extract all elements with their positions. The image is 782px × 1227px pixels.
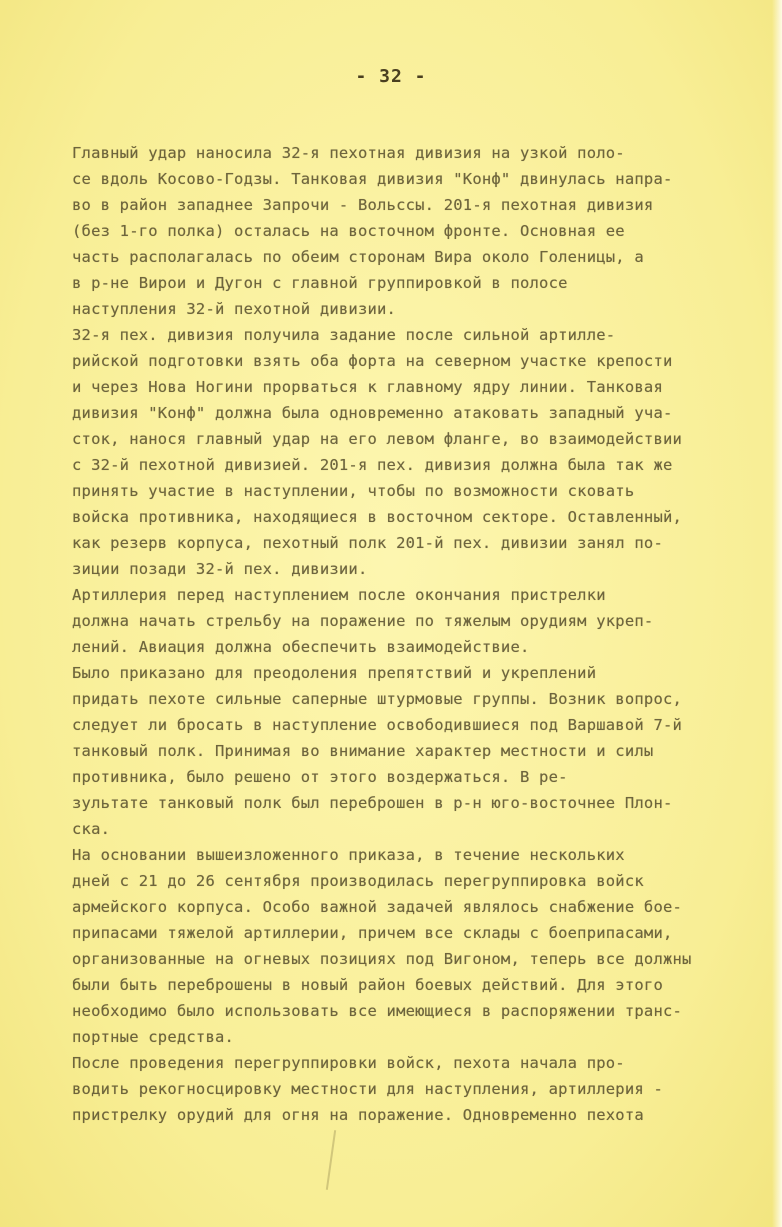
text-line: необходимо было использовать все имеющиеся в распоряжении транс- bbox=[72, 1002, 683, 1020]
paragraph-4 bbox=[72, 660, 762, 842]
page-number: - 32 - bbox=[355, 66, 427, 87]
text-line: Главный удар наносила 32-я пехотная дивизия на узкой поло- bbox=[72, 144, 625, 162]
text-line: дней с 21 до 26 сентября производилась перегруппировка войск bbox=[72, 872, 644, 890]
body-text bbox=[72, 140, 762, 1128]
paragraph-3 bbox=[72, 582, 762, 660]
text-line: в р-не Вирои и Дугон с главной группировкой в полосе bbox=[72, 274, 568, 292]
text-line: ска. bbox=[72, 820, 111, 838]
text-line: часть располагалась по обеим сторонам Вира около Голеницы, а bbox=[72, 248, 644, 266]
text-line: Артиллерия перед наступлением после окончания пристрелки bbox=[72, 586, 606, 604]
text-line: как резерв корпуса, пехотный полк 201-й пех. дивизии занял по- bbox=[72, 534, 663, 552]
text-line: организованные на огневых позициях под Вигоном, теперь все должны bbox=[72, 950, 692, 968]
text-line: се вдоль Косово-Годзы. Танковая дивизия "Конф" двинулась напра- bbox=[72, 170, 673, 188]
text-line: рийской подготовки взять оба форта на северном участке крепости bbox=[72, 352, 673, 370]
text-line: были быть переброшены в новый район боевых действий. Для этого bbox=[72, 976, 663, 994]
text-line: зиции позади 32-й пех. дивизии. bbox=[72, 560, 368, 578]
text-line: дивизия "Конф" должна была одновременно атаковать западный уча- bbox=[72, 404, 673, 422]
text-line: Было приказано для преодоления препятствий и укреплений bbox=[72, 664, 597, 682]
text-line: войска противника, находящиеся в восточном секторе. Оставленный, bbox=[72, 508, 683, 526]
text-line: На основании вышеизложенного приказа, в течение нескольких bbox=[72, 846, 625, 864]
text-line: во в район западнее Запрочи - Вольссы. 201-я пехотная дивизия bbox=[72, 196, 654, 214]
text-line: с 32-й пехотной дивизией. 201-я пех. дивизия должна была так же bbox=[72, 456, 673, 474]
text-line: танковый полк. Принимая во внимание характер местности и силы bbox=[72, 742, 654, 760]
text-line: водить рекогносцировку местности для наступления, артиллерия - bbox=[72, 1080, 663, 1098]
text-line: 32-я пех. дивизия получила задание после сильной артилле- bbox=[72, 326, 616, 344]
text-line: противника, было решено от этого воздержаться. В ре- bbox=[72, 768, 568, 786]
paragraph-2 bbox=[72, 322, 762, 582]
text-line: пристрелку орудий для огня на поражение. Одновременно пехота bbox=[72, 1106, 644, 1124]
text-line: должна начать стрельбу на поражение по тяжелым орудиям укреп- bbox=[72, 612, 654, 630]
page-edge bbox=[772, 0, 782, 1227]
paragraph-1 bbox=[72, 140, 762, 322]
text-line: принять участие в наступлении, чтобы по возможности сковать bbox=[72, 482, 635, 500]
text-line: придать пехоте сильные саперные штурмовые группы. Возник вопрос, bbox=[72, 690, 683, 708]
paragraph-6 bbox=[72, 1050, 762, 1128]
text-line: припасами тяжелой артиллерии, причем все склады с боеприпасами, bbox=[72, 924, 673, 942]
text-line: следует ли бросать в наступление освободившиеся под Варшавой 7-й bbox=[72, 716, 683, 734]
text-line: После проведения перегруппировки войск, пехота начала про- bbox=[72, 1054, 625, 1072]
text-line: зультате танковый полк был переброшен в р-н юго-восточнее Плон- bbox=[72, 794, 673, 812]
text-line: лений. Авиация должна обеспечить взаимодействие. bbox=[72, 638, 530, 656]
text-line: и через Нова Ногини прорваться к главному ядру линии. Танковая bbox=[72, 378, 663, 396]
text-line: (без 1-го полка) осталась на восточном фронте. Основная ее bbox=[72, 222, 625, 240]
text-line: армейского корпуса. Особо важной задачей являлось снабжение бое- bbox=[72, 898, 683, 916]
text-line: сток, нанося главный удар на его левом фланге, во взаимодействии bbox=[72, 430, 683, 448]
text-line: портные средства. bbox=[72, 1028, 235, 1046]
ink-smudge bbox=[326, 1130, 336, 1190]
text-line: наступления 32-й пехотной дивизии. bbox=[72, 300, 397, 318]
paragraph-5 bbox=[72, 842, 762, 1050]
